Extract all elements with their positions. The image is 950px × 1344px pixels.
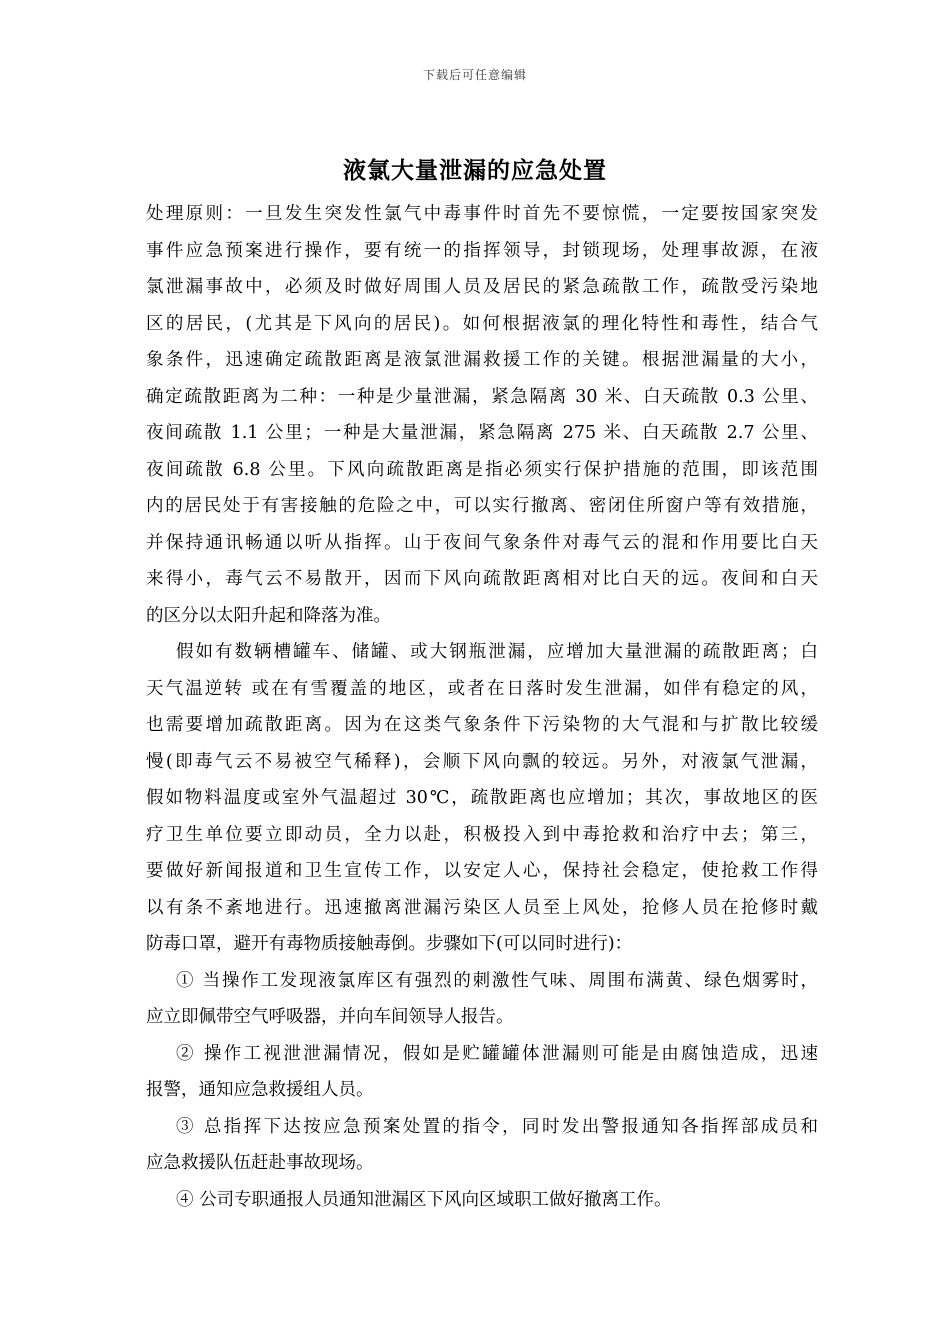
paragraph <box>146 1036 818 1109</box>
text-line: 要做好新闻报道和卫生宣传工作，以安定人心，保持社会稳定，使抢救工作得 <box>146 861 818 881</box>
text-line: 确定疏散距离为二种：一种是少量泄漏，紧急隔离 30 米、白天疏散 0.3 公里、 <box>146 386 818 407</box>
text-line: 以有条不紊地进行。迅速撤离泄漏污染区人员至上风处，抢修人员在抢修时戴 <box>146 897 818 918</box>
text-line: 夜间疏散 1.1 公里；一种是大量泄漏，紧急隔离 275 米、白天疏散 2.7 公里、 <box>146 423 818 443</box>
document-title: 液氯大量泄漏的应急处置 <box>343 158 607 184</box>
text-line: 防毒口罩，避开有毒物质接触毒倒。步骤如下(可以同时进行)： <box>146 934 633 954</box>
paragraph <box>146 196 818 634</box>
paragraph <box>146 1109 818 1182</box>
text-line: ③ 总指挥下达按应急预案处置的指令，同时发出警报通知各指挥部成员和 <box>176 1116 818 1137</box>
text-line: 夜间疏散 6.8 公里。下风向疏散距离是指必须实行保护措施的范围，即该范围 <box>146 459 818 480</box>
paragraph <box>146 634 818 963</box>
text-line: 应急救援队伍赶赴事故现场。 <box>146 1153 374 1173</box>
text-line: 区的居民，(尤其是下风向的居民)。如何根据液氯的理化特性和毒性，结合气 <box>146 313 818 334</box>
text-line: 并保持通讯畅通以听从指挥。山于夜间气象条件对毒气云的混和作用要比白天 <box>146 532 818 553</box>
text-line: 假如物料温度或室外气温超过 30℃，疏散距离也应增加；其次，事故地区的医 <box>146 788 818 808</box>
text-line: 的区分以太阳升起和降落为准。 <box>146 605 391 626</box>
document-body <box>146 196 818 1218</box>
text-line: 氯泄漏事故中，必须及时做好周围人员及居民的紧急疏散工作，疏散受污染地 <box>146 277 818 297</box>
text-line: 事件应急预案进行操作，要有统一的指挥领导，封锁现场，处理事故源，在液 <box>146 240 818 261</box>
text-line: 天气温逆转 或在有雪覆盖的地区，或者在日落时发生泄漏，如伴有稳定的风， <box>146 678 818 699</box>
text-line: 疗卫生单位要立即动员，全力以赴，积极投入到中毒抢救和治疗中去；第三， <box>146 824 818 845</box>
text-line: ④ 公司专职通报人员通知泄漏区下风向区域职工做好撤离工作。 <box>176 1189 672 1210</box>
text-line: 慢(即毒气云不易被空气稀释)，会顺下风向飘的较远。另外，对液氯气泄漏， <box>146 751 818 772</box>
text-line: 来得小，毒气云不易散开，因而下风向疏散距离相对比白天的远。夜间和白天 <box>146 569 818 589</box>
text-line: ① 当操作工发现液氯库区有强烈的刺激性气味、周围布满黄、绿色烟雾时， <box>176 970 818 991</box>
paragraph <box>146 1182 818 1219</box>
header-note: 下载后可任意编辑 <box>422 68 527 82</box>
text-line: 象条件，迅速确定疏散距离是液氯泄漏救援工作的关键。根据泄漏量的大小， <box>146 350 818 370</box>
text-line: 也需要增加疏散距离。因为在这类气象条件下污染物的大气混和与扩散比较缓 <box>146 715 818 735</box>
text-line: 假如有数辆槽罐车、储罐、或大钢瓶泄漏，应增加大量泄漏的疏散距离；白 <box>176 642 818 662</box>
text-line: 内的居民处于有害接触的危险之中，可以实行撤离、密闭住所窗户等有效措施， <box>146 496 818 516</box>
text-line: 应立即佩带空气呼吸器，并向车间领导人报告。 <box>146 1007 514 1027</box>
text-line: 处理原则：一旦发生突发性氯气中毒事件时首先不要惊慌，一定要按国家突发 <box>146 204 818 224</box>
text-line: ② 操作工视泄泄漏情况，假如是贮罐罐体泄漏则可能是由腐蚀造成，迅速 <box>176 1043 818 1064</box>
paragraph <box>146 963 818 1036</box>
text-line: 报警，通知应急救援组人员。 <box>146 1080 374 1100</box>
